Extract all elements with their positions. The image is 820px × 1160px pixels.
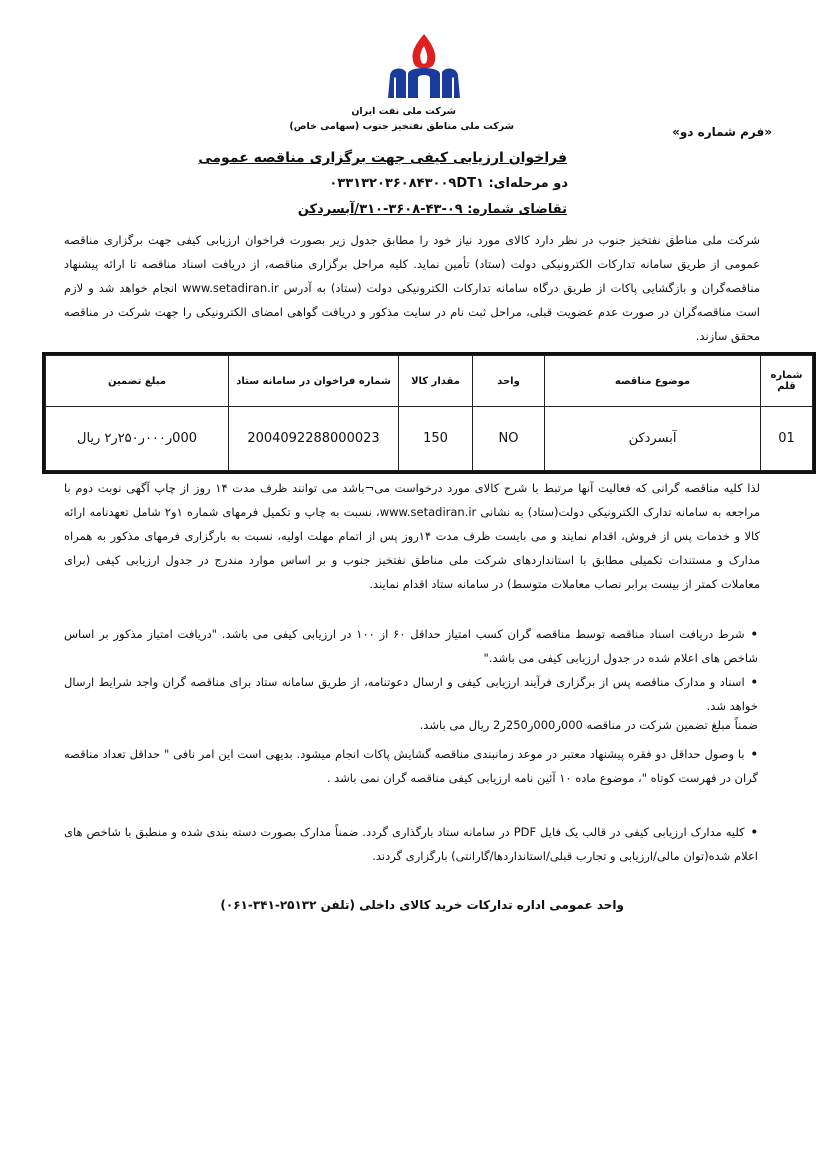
header-quantity: مقدار کالا xyxy=(399,356,473,407)
form-number: «فرم شماره دو» xyxy=(672,125,772,139)
bullet-text: کلیه مدارک ارزیابی کیفی در قالب یک فایل PDF در سامانه ستاد بارگذاری گردد. ضمناً مدارک بصورت دسته بندی شده و منطبق با شاخص های اعلام شده(توان مالی/ارزیابی و تجارب قبلی/استانداردها/گارانتی) بارگزاری گردند. xyxy=(64,825,758,863)
cell-subject: آبسردکن xyxy=(545,407,761,471)
cell-unit: NO xyxy=(473,407,545,471)
bullet-text: اسناد و مدارک مناقصه پس از برگزاری فرآیند ارزیابی کیفی و ارسال دعوتنامه، از طریق سامانه ستاد برای مناقصه گران واجد شرایط ارسال خواهد شد. xyxy=(64,675,758,713)
nioc-logo xyxy=(384,32,464,104)
bullet-icon: • xyxy=(750,627,758,641)
bullet-min-score xyxy=(64,622,758,670)
org-name-nisoc: شرکت ملی مناطق نفتخیز جنوب (سهامی خاص) xyxy=(289,121,514,132)
table-row xyxy=(46,407,813,471)
tender-table xyxy=(42,352,816,474)
body-paragraph: لذا کلیه مناقصه گرانی که فعالیت آنها مرتبط با شرح کالای مورد درخواست می¬باشد می توانند ظرف مدت ۱۴ روز از چاپ آگهی نوبت دوم با مراجعه به سامانه تدارک الکترونیکی دولت(ستاد) به نشانی www.setadiran.ir، نسبت به چاپ و تکمیل فرمهای شماره ۱و۲ شامل تعهدنامه ارائه کالا و خدمات پس از فروش، اقدام نمایند و می بایست ظرف مدت ۱۴روز پس از اتمام مهلت اولیه، نسبت به بارگزاری فرمهای مذکور به همراه مدارک و مستندات تکمیلی مطابق با استانداردهای شرکت ملی مناطق نفتخیز جنوب و بر اساس موارد مندرج در جدول ارزیابی کیفی (برای معاملات کمتر از بیست برابر نصاب معاملات متوسط) در سامانه ستاد اقدام نمایند. xyxy=(64,481,761,591)
cell-quantity: 150 xyxy=(399,407,473,471)
intro-paragraph: شرکت ملی مناطق نفتخیز جنوب در نظر دارد کالای مورد نیاز خود را مطابق جدول زیر بصورت فراخوان ارزیابی کیفی جهت برگزاری مناقصه عمومی از طریق سامانه تدارکات الکترونیکی دولت (ستاد) تأمین نماید. کلیه مراحل برگزاری مناقصه، از دریافت اسناد مناقصه تا ارائه پیشنهاد مناقصه‌گران و بازگشایی پاکات از طریق درگاه سامانه تدارکات الکترونیکی دولت (ستاد) به آدرس www.setadiran.ir انجام خواهد شد و لازم است مناقصه‌گران در صورت عدم عضویت قبلی، مراحل ثبت نام در سایت مذکور و دریافت گواهی امضای الکترونیکی را جهت شرکت در مناقصه محقق سازند. xyxy=(64,233,760,343)
stage-number: دو مرحله‌ای: ۰۳۳۱۳۲۰۳۶۰۸۴۳۰۰۹DT۱ xyxy=(329,176,568,191)
main-title: فراخوان ارزیابی کیفی جهت برگزاری مناقصه عمومی xyxy=(198,150,567,166)
bullet-min-bids xyxy=(64,742,758,790)
bullet-icon: • xyxy=(750,825,758,839)
header-subject: موضوع مناقصه xyxy=(545,356,761,407)
header-setad-no: شماره فراخوان در سامانه ستاد xyxy=(229,356,399,407)
header-unit: واحد xyxy=(473,356,545,407)
org-name-nioc: شرکت ملی نفت ایران xyxy=(351,106,456,117)
cell-setad-no: 2004092288000023 xyxy=(229,407,399,471)
request-number: تقاضای شماره: ۰۹-۴۳-۳۶۰۸-۳۱۰/آبسردکن xyxy=(297,202,567,217)
cell-item-no: 01 xyxy=(761,407,813,471)
bullet-pdf-upload xyxy=(64,820,758,868)
bullet-text: با وصول حداقل دو فقره پیشنهاد معتبر در موعد زمانبندی مناقصه گشایش پاکات انجام میشود. بدیهی است این امر نافی " حداقل تعداد مناقصه گران در فهرست کوتاه "، موضوع ماده ۱۰ آئین نامه ارزیابی کیفی مناقصه گران نمی باشد . xyxy=(64,747,758,785)
bullet-icon: • xyxy=(750,675,758,689)
cell-guarantee: 000ر۰۰۰ر۲۵۰ر۲ ریال xyxy=(46,407,229,471)
header-guarantee: مبلغ تضمین xyxy=(46,356,229,407)
bullet-documents xyxy=(64,670,758,718)
bullet-text: شرط دریافت اسناد مناقصه توسط مناقصه گران کسب امتیاز حداقل ۶۰ از ۱۰۰ در ارزیابی کیفی می باشد. "دریافت امتیاز مذکور بر اساس شاخص های اعلام شده در جدول ارزیابی کیفی می باشد." xyxy=(64,627,758,665)
footer-contact: واحد عمومی اداره تدارکات خرید کالای داخلی (تلفن ۲۵۱۳۲-۳۴۱-۰۶۱) xyxy=(220,898,624,912)
header-item-no: شماره قلم xyxy=(761,356,813,407)
bullet-icon: • xyxy=(750,747,758,761)
guarantee-note: ضمناً مبلغ تضمین شرکت در مناقصه 000ر000ر250ر2 ریال می باشد. xyxy=(419,718,758,732)
table-header-row xyxy=(46,356,813,407)
